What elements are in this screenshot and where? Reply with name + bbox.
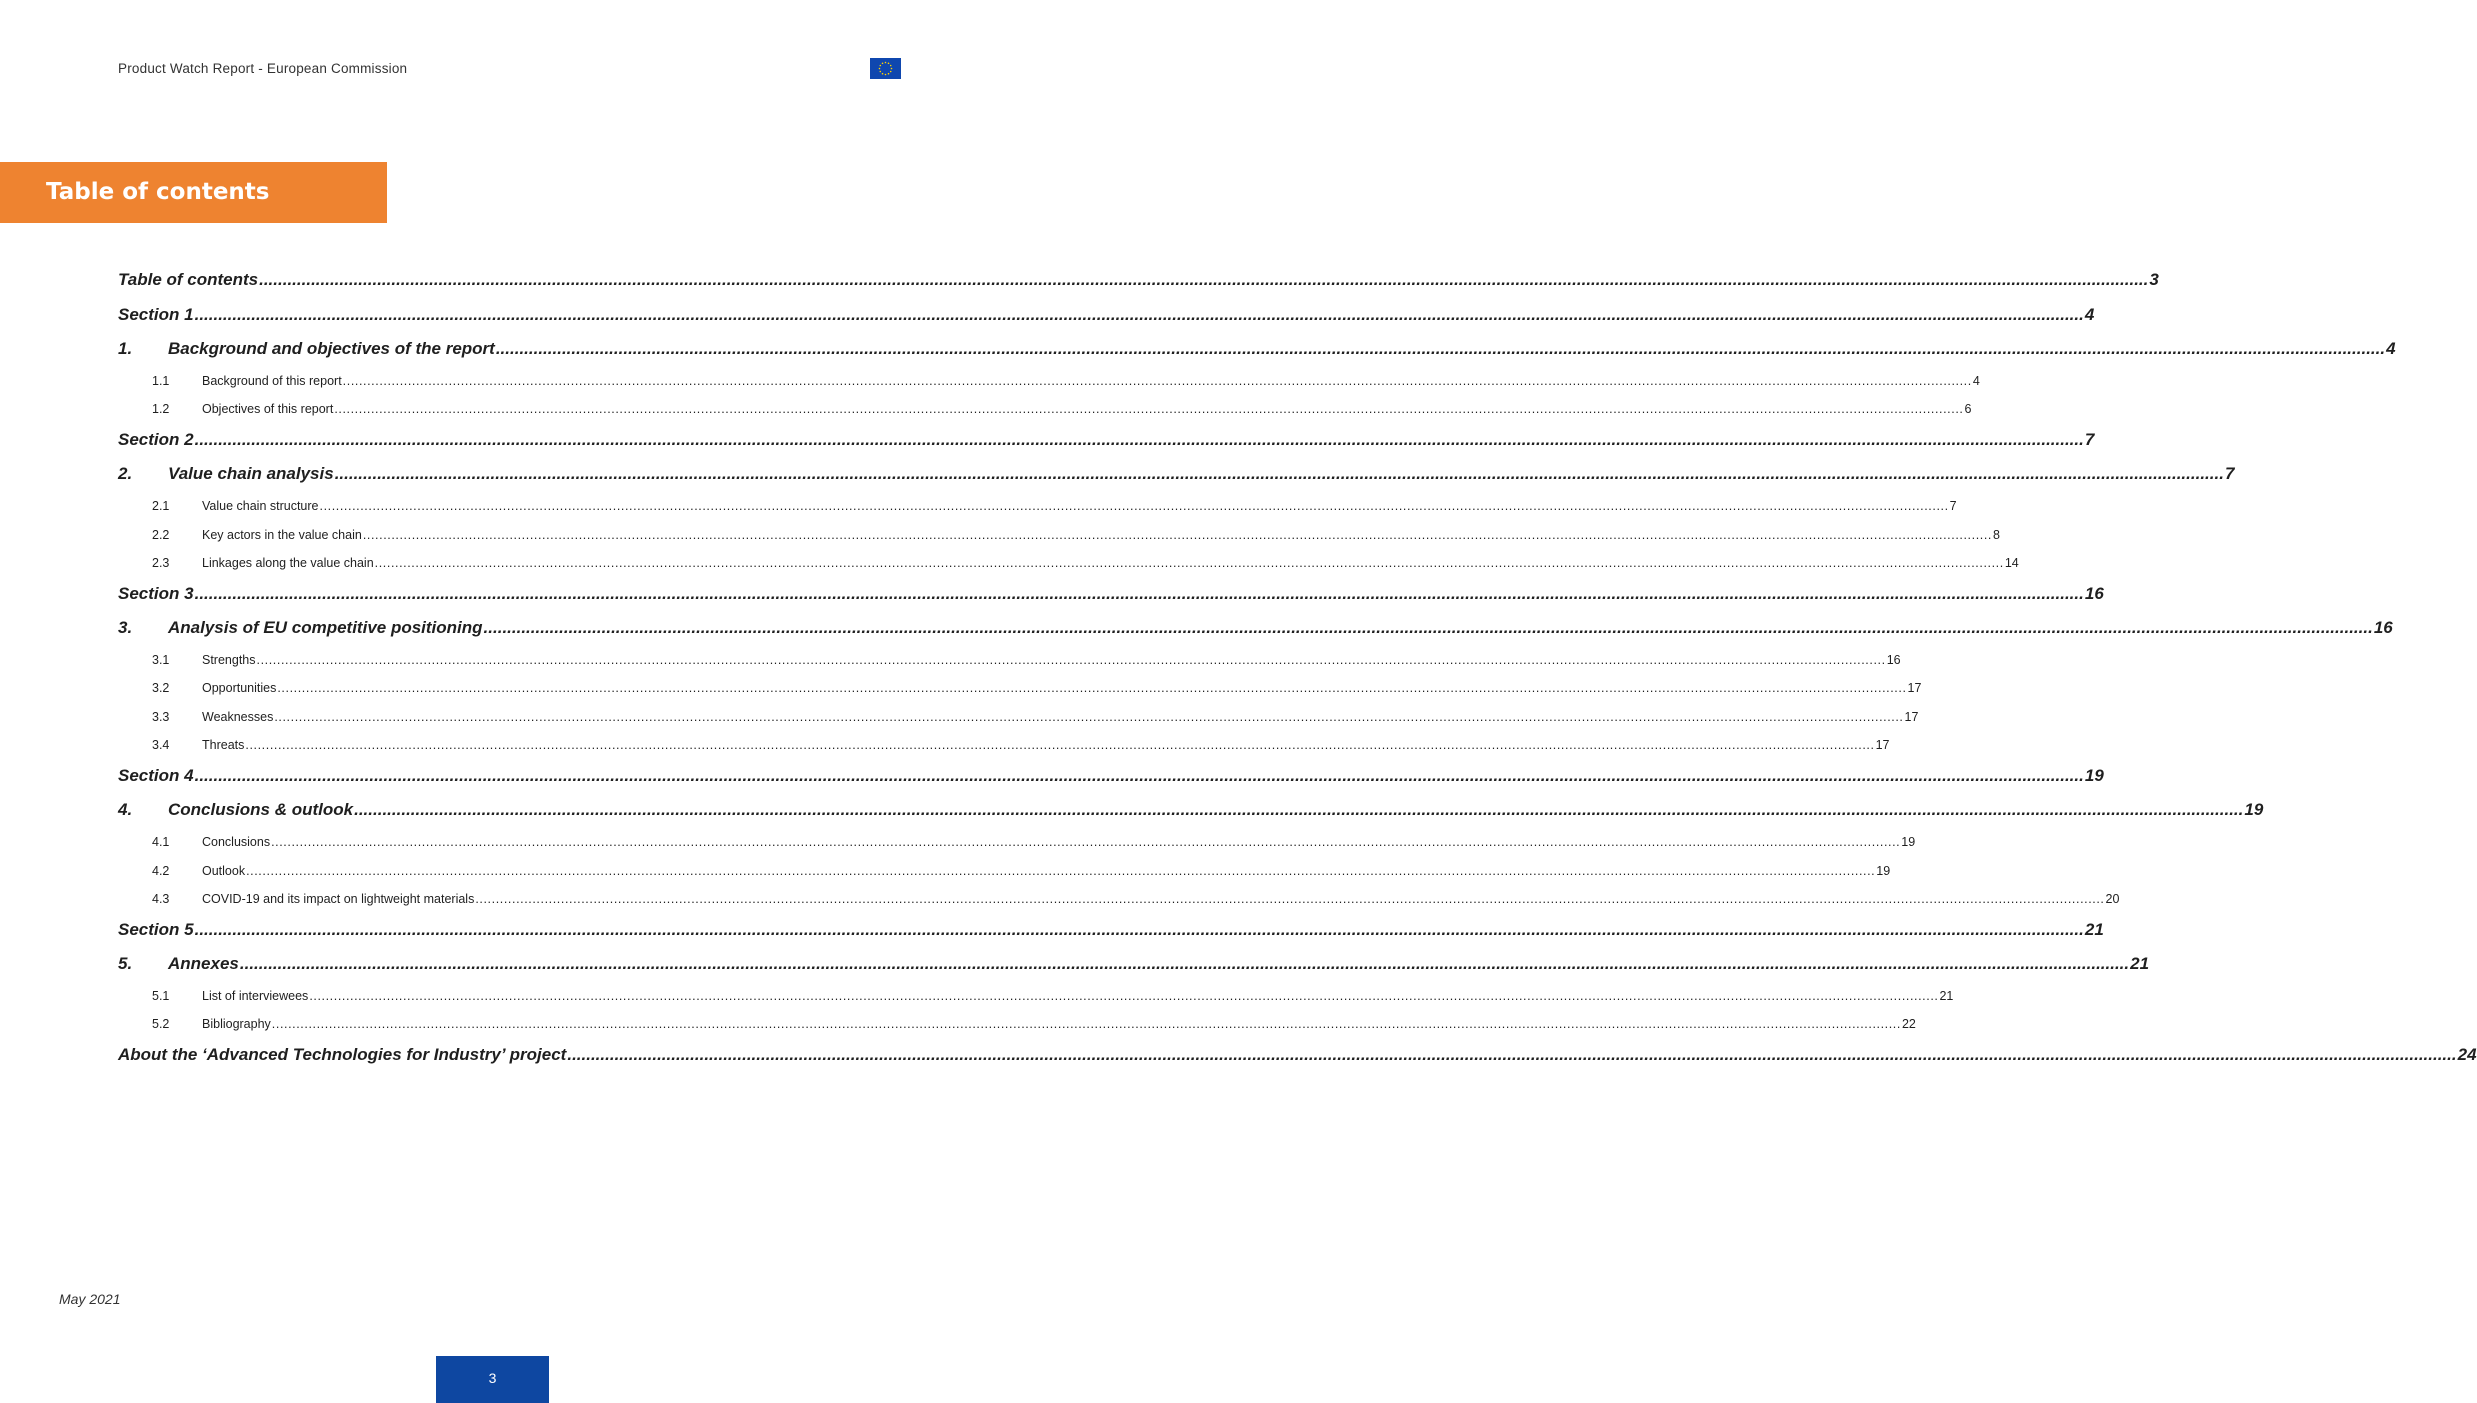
toc-entry-page: 21 [1939, 989, 1954, 1003]
toc-entry-title: Objectives of this report [202, 402, 334, 416]
toc-entry-number: 2.2 [152, 528, 170, 542]
toc-entry-title: Strengths [202, 653, 256, 667]
toc-entry-title: Background of this report [202, 374, 342, 388]
eu-flag-star [882, 73, 884, 75]
toc-dot-leader: ................................................................................................................................................................................................................................................................................................................................................................................................................ [256, 653, 1886, 667]
eu-flag-star [880, 65, 882, 67]
toc-entry-title: Annexes [168, 954, 239, 973]
toc-entry-number: 3.1 [152, 653, 170, 667]
toc-dot-leader: ................................................................................................................................................................................................................................................................................................................................................................................................................ [194, 920, 2084, 939]
toc-entry[interactable] [118, 618, 2393, 638]
toc-entry-page: 19 [1876, 864, 1891, 878]
toc-dot-leader: ................................................................................................................................................................................................................................................................................................................................................................................................................ [271, 1017, 1901, 1031]
toc-entry-title: COVID-19 and its impact on lightweight materials [202, 892, 475, 906]
page-number: 3 [488, 1370, 497, 1386]
toc-entry-title: Background and objectives of the report [168, 339, 495, 358]
toc-entry-page: 22 [1901, 1017, 1916, 1031]
toc-subentry[interactable] [118, 892, 2120, 906]
toc-entry-title: Section 1 [118, 305, 194, 324]
toc-entry-title: Conclusions & outlook [168, 800, 354, 819]
toc-heading: Table of contents [46, 179, 270, 205]
toc-entry-page: 17 [1875, 738, 1890, 752]
toc-entry[interactable] [118, 954, 2150, 974]
toc-entry-page: 21 [2130, 954, 2150, 973]
toc-dot-leader: ................................................................................................................................................................................................................................................................................................................................................................................................................ [274, 710, 1904, 724]
publication-date: May 2021 [59, 1291, 121, 1307]
toc-subentry[interactable] [118, 738, 1890, 752]
toc-entry-title: Key actors in the value chain [202, 528, 362, 542]
toc-entry-page: 17 [1907, 681, 1922, 695]
running-header: Product Watch Report - European Commission [118, 61, 408, 76]
toc-dot-leader: ................................................................................................................................................................................................................................................................................................................................................................................................................ [239, 954, 2130, 973]
toc-entry-number: 2.3 [152, 556, 170, 570]
toc-subentry[interactable] [118, 1017, 1916, 1031]
toc-entry[interactable] [118, 464, 2235, 484]
toc-entry-page: 7 [1949, 499, 1957, 513]
toc-entry-number: 1.2 [152, 402, 170, 416]
toc-entry[interactable] [118, 920, 2104, 940]
toc-entry-number: 4. [118, 800, 133, 819]
toc-dot-leader: ................................................................................................................................................................................................................................................................................................................................................................................................................ [475, 892, 2105, 906]
toc-dot-leader: ................................................................................................................................................................................................................................................................................................................................................................................................................ [362, 528, 1992, 542]
toc-entry-number: 3.3 [152, 710, 170, 724]
toc-entry-page: 24 [2457, 1045, 2477, 1064]
toc-entry-page: 19 [2084, 766, 2104, 785]
toc-entry-title: Value chain analysis [168, 464, 334, 483]
toc-entry-page: 8 [1993, 528, 2000, 542]
toc-entry-number: 4.1 [152, 835, 170, 849]
toc-entry-title: Value chain structure [202, 499, 319, 513]
toc-entry-page: 19 [2244, 800, 2264, 819]
toc-entry-page: 7 [2224, 464, 2235, 483]
toc-entry-page: 3 [2149, 270, 2159, 289]
toc-dot-leader: ................................................................................................................................................................................................................................................................................................................................................................................................................ [277, 681, 1907, 695]
toc-subentry[interactable] [118, 556, 2019, 570]
toc-subentry[interactable] [118, 653, 1901, 667]
toc-subentry[interactable] [118, 528, 2000, 542]
toc-dot-leader: ................................................................................................................................................................................................................................................................................................................................................................................................................ [374, 556, 2004, 570]
eu-flag-star [890, 65, 892, 67]
toc-dot-leader: ................................................................................................................................................................................................................................................................................................................................................................................................................ [342, 374, 1972, 388]
toc-dot-leader: ................................................................................................................................................................................................................................................................................................................................................................................................................ [567, 1045, 2457, 1064]
toc-entry-page: 21 [2084, 920, 2104, 939]
toc-entry[interactable] [118, 584, 2104, 604]
toc-entry-number: 5.2 [152, 1017, 170, 1031]
toc-entry-title: List of interviewees [202, 989, 309, 1003]
toc-entry-page: 4 [2386, 339, 2396, 358]
toc-dot-leader: ................................................................................................................................................................................................................................................................................................................................................................................................................ [495, 339, 2386, 358]
toc-entry-number: 1. [118, 339, 133, 358]
toc-entry[interactable] [118, 270, 2159, 290]
toc-dot-leader: ................................................................................................................................................................................................................................................................................................................................................................................................................ [483, 618, 2373, 637]
page-number-box [436, 1356, 549, 1403]
toc-dot-leader: ................................................................................................................................................................................................................................................................................................................................................................................................................ [194, 305, 2084, 324]
toc-dot-leader: ................................................................................................................................................................................................................................................................................................................................................................................................................ [319, 499, 1949, 513]
eu-flag-star [888, 63, 890, 65]
toc-entry-page: 19 [1901, 835, 1916, 849]
toc-dot-leader: ................................................................................................................................................................................................................................................................................................................................................................................................................ [194, 430, 2084, 449]
eu-flag-icon [870, 58, 901, 79]
eu-flag-star [888, 73, 890, 75]
eu-flag-star [879, 68, 881, 70]
toc-entry-number: 4.3 [152, 892, 170, 906]
toc-entry-page: 16 [2373, 618, 2393, 637]
toc-subentry[interactable] [118, 989, 1954, 1003]
toc-dot-leader: ................................................................................................................................................................................................................................................................................................................................................................................................................ [246, 864, 1876, 878]
toc-entry-title: About the ‘Advanced Technologies for Industry’ project [118, 1045, 567, 1064]
toc-entry[interactable] [118, 339, 2396, 359]
toc-entry-number: 3.4 [152, 738, 170, 752]
toc-dot-leader: ................................................................................................................................................................................................................................................................................................................................................................................................................ [271, 835, 1901, 849]
toc-entry-page: 17 [1904, 710, 1919, 724]
toc-entry-title: Table of contents [118, 270, 259, 289]
toc-subentry[interactable] [118, 864, 1891, 878]
toc-dot-leader: ................................................................................................................................................................................................................................................................................................................................................................................................................ [334, 464, 2224, 483]
toc-entry-number: 2.1 [152, 499, 170, 513]
toc-entry-page: 20 [2105, 892, 2120, 906]
toc-subentry[interactable] [118, 499, 1957, 513]
toc-entry-number: 2. [118, 464, 133, 483]
toc-entry-number: 3.2 [152, 681, 170, 695]
toc-entry-title: Weaknesses [202, 710, 274, 724]
toc-dot-leader: ................................................................................................................................................................................................................................................................................................................................................................................................................ [334, 402, 1964, 416]
toc-dot-leader: ................................................................................................................................................................................................................................................................................................................................................................................................................ [354, 800, 2244, 819]
toc-entry-number: 4.2 [152, 864, 170, 878]
toc-subentry[interactable] [118, 710, 1919, 724]
toc-entry-title: Section 3 [118, 584, 194, 603]
toc-entry-number: 3. [118, 618, 133, 637]
eu-flag-star [885, 74, 887, 76]
toc-entry-title: Conclusions [202, 835, 271, 849]
toc-subentry[interactable] [118, 835, 1916, 849]
toc-entry[interactable] [118, 766, 2104, 786]
eu-flag-star [880, 71, 882, 73]
toc-entry-page: 16 [1886, 653, 1901, 667]
toc-entry-title: Threats [202, 738, 245, 752]
toc-subentry[interactable] [118, 402, 1972, 416]
eu-flag-star [890, 71, 892, 73]
toc-entry-page: 4 [1972, 374, 1980, 388]
toc-entry[interactable] [118, 430, 2095, 450]
toc-entry[interactable] [118, 305, 2095, 325]
toc-entry-page: 7 [2084, 430, 2095, 449]
toc-entry[interactable] [118, 800, 2264, 820]
eu-flag-star [882, 63, 884, 65]
toc-entry-title: Linkages along the value chain [202, 556, 374, 570]
toc-entry-page: 4 [2084, 305, 2095, 324]
toc-heading-banner [0, 162, 387, 223]
toc-dot-leader: ................................................................................................................................................................................................................................................................................................................................................................................................................ [259, 270, 2149, 289]
toc-entry-number: 5.1 [152, 989, 170, 1003]
toc-entry-number: 1.1 [152, 374, 170, 388]
toc-entry[interactable] [118, 1045, 2477, 1065]
eu-flag-star [885, 62, 887, 64]
toc-subentry[interactable] [118, 374, 1980, 388]
toc-dot-leader: ................................................................................................................................................................................................................................................................................................................................................................................................................ [245, 738, 1875, 752]
toc-entry-title: Analysis of EU competitive positioning [168, 618, 483, 637]
toc-entry-title: Bibliography [202, 1017, 271, 1031]
toc-entry-title: Section 4 [118, 766, 194, 785]
toc-entry-title: Opportunities [202, 681, 277, 695]
toc-entry-title: Section 5 [118, 920, 194, 939]
eu-flag-star [891, 68, 893, 70]
toc-entry-page: 16 [2084, 584, 2104, 603]
toc-dot-leader: ................................................................................................................................................................................................................................................................................................................................................................................................................ [309, 989, 1939, 1003]
toc-dot-leader: ................................................................................................................................................................................................................................................................................................................................................................................................................ [194, 766, 2084, 785]
toc-entry-page: 6 [1964, 402, 1972, 416]
toc-entry-number: 5. [118, 954, 133, 973]
toc-dot-leader: ................................................................................................................................................................................................................................................................................................................................................................................................................ [194, 584, 2084, 603]
toc-subentry[interactable] [118, 681, 1922, 695]
toc-entry-title: Section 2 [118, 430, 194, 449]
toc-entry-title: Outlook [202, 864, 246, 878]
toc-entry-page: 14 [2004, 556, 2019, 570]
